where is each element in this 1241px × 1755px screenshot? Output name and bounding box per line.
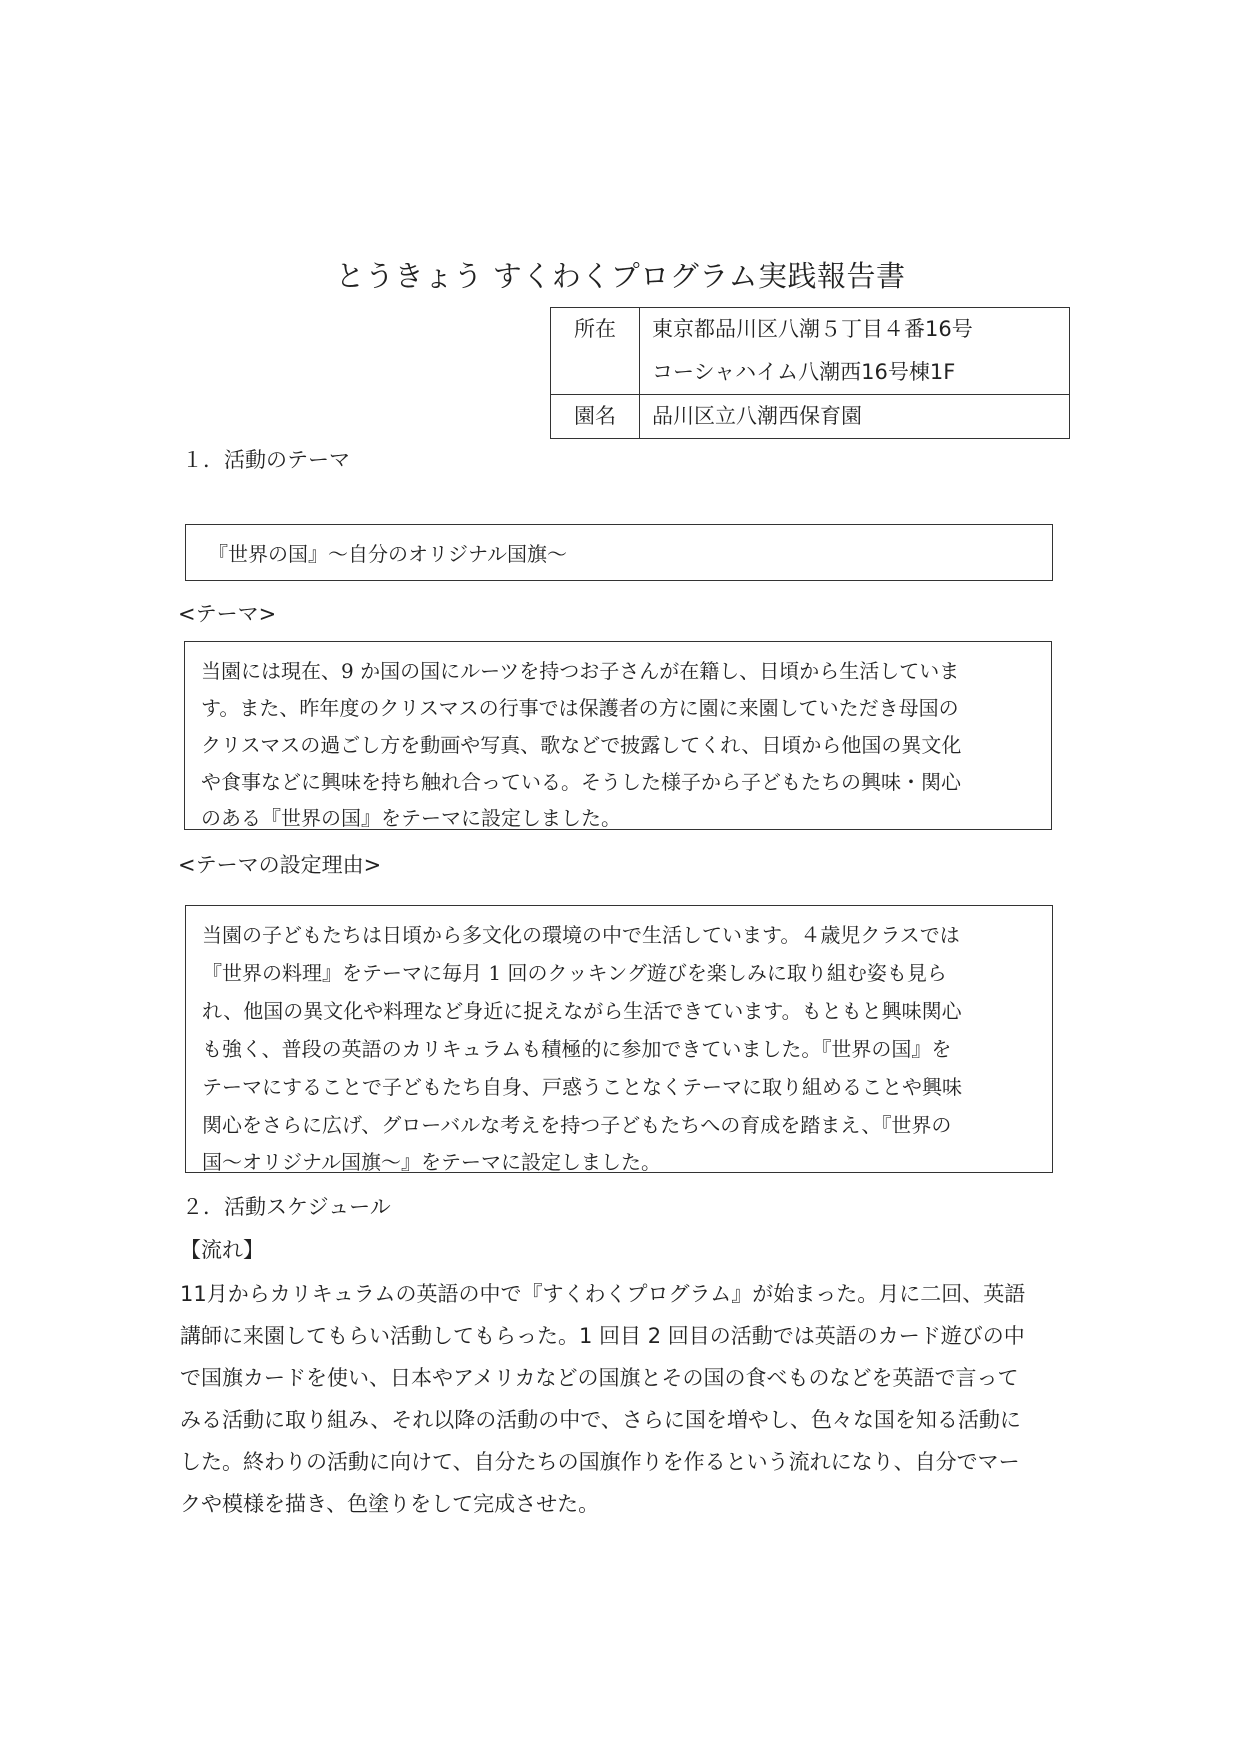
name-value: 品川区立八潮西保育園 (640, 395, 1070, 439)
theme-title-text: 『世界の国』～自分のオリジナル国旗～ (208, 542, 567, 566)
flow-line: みる活動に取り組み、それ以降の活動の中で、さらに国を増やし、色々な国を知る活動に (180, 1408, 1021, 1432)
theme-line: す。また、昨年度のクリスマスの行事では保護者の方に園に来園していただき母国の (201, 696, 959, 720)
theme-title-box (185, 524, 1053, 581)
theme-line: クリスマスの過ごし方を動画や写真、歌などで披露してくれ、日頃から他国の異文化 (201, 733, 962, 757)
page-title: とうきょう すくわくプログラム実践報告書 (335, 259, 906, 293)
reason-line: テーマにすることで子どもたち自身、戸惑うことなくテーマに取り組めることや興味 (202, 1075, 962, 1099)
location-value (640, 308, 1070, 395)
flow-line: した。終わりの活動に向けて、自分たちの国旗作りを作るという流れになり、自分でマー (180, 1450, 1020, 1474)
name-label: 園名 (551, 395, 640, 439)
theme-line: や食事などに興味を持ち触れ合っている。そうした様子から子どもたちの興味・関心 (201, 770, 961, 794)
flow-line: 11月からカリキュラムの英語の中で『すくわくプログラム』が始まった。月に二回、英語 (180, 1282, 1026, 1306)
location-row (551, 308, 1070, 395)
location-line: コーシャハイム八潮西16号棟1F (652, 360, 956, 384)
reason-line: も強く、普段の英語のカリキュラムも積極的に参加できていました。『世界の国』を (202, 1037, 952, 1061)
location-line: 東京都品川区八潮５丁目４番16号 (652, 317, 973, 341)
section2-heading: ２．活動スケジュール (182, 1195, 391, 1219)
reason-line: れ、他国の異文化や料理など身近に捉えながら生活できています。もともと興味関心 (202, 999, 962, 1023)
reason-line: 当園の子どもたちは日頃から多文化の環境の中で生活しています。４歳児クラスでは (202, 923, 960, 947)
reason-line: 国～オリジナル国旗～』をテーマに設定しました。 (202, 1150, 661, 1174)
theme-line: 当園には現在、9 か国の国にルーツを持つお子さんが在籍し、日頃から生活していま (201, 659, 960, 683)
section1-heading: １．活動のテーマ (182, 448, 350, 472)
flow-line: クや模様を描き、色塗りをして完成させた。 (180, 1492, 600, 1516)
theme-line: のある『世界の国』をテーマに設定しました。 (201, 806, 621, 830)
reason-line: 関心をさらに広げ、グローバルな考えを持つ子どもたちへの育成を踏まえ、『世界の (202, 1113, 952, 1137)
reason-line: 『世界の料理』をテーマに毎月 1 回のクッキング遊びを楽しみに取り組む姿も見ら (202, 961, 947, 985)
theme-label: <テーマ> (178, 602, 277, 626)
reason-label: <テーマの設定理由> (178, 853, 382, 877)
flow-line: で国旗カードを使い、日本やアメリカなどの国旗とその国の食べものなどを英語で言って (180, 1366, 1019, 1390)
name-row (551, 395, 1070, 439)
reason-box (185, 905, 1053, 1173)
info-table (550, 307, 1070, 439)
location-label: 所在 (551, 308, 640, 395)
theme-description-box (184, 641, 1052, 830)
flow-line: 講師に来園してもらい活動してもらった。1 回目 2 回目の活動では英語のカード遊びの中 (180, 1324, 1025, 1348)
flow-label: 【流れ】 (180, 1238, 264, 1262)
